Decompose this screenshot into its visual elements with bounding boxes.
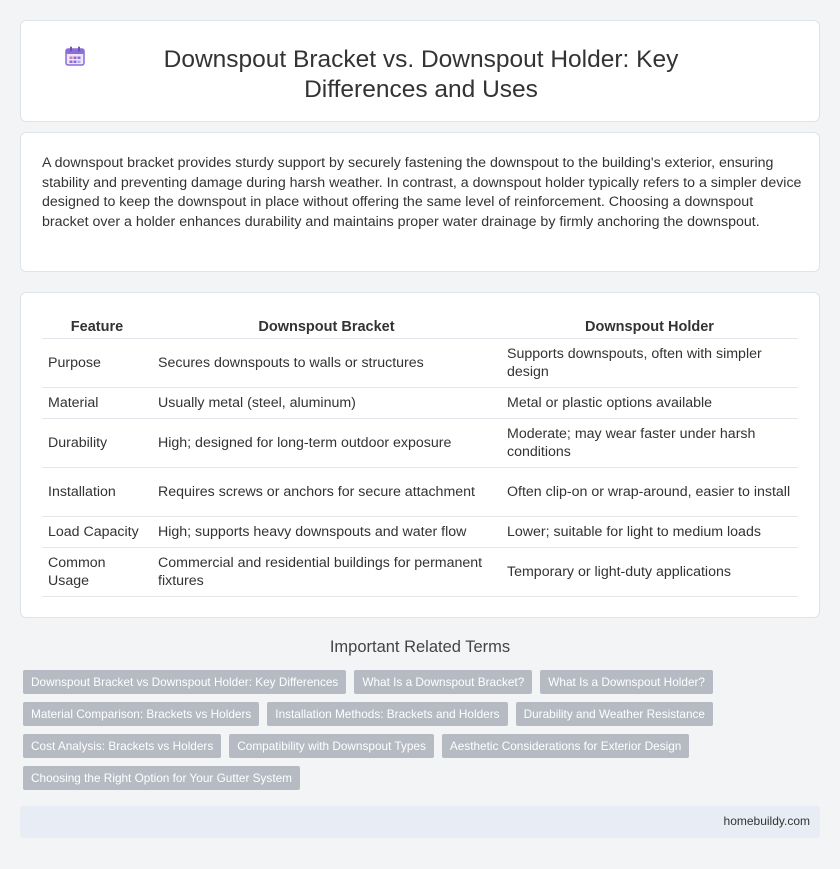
- related-term-tag[interactable]: Choosing the Right Option for Your Gutter System: [23, 766, 300, 790]
- table-cell: Durability: [42, 418, 152, 467]
- table-cell: Commercial and residential buildings for permanent fixtures: [152, 547, 501, 596]
- table-cell: Installation: [42, 467, 152, 516]
- comparison-table: [42, 315, 798, 597]
- table-cell: Material: [42, 387, 152, 418]
- table-row: [42, 338, 798, 387]
- table-cell: Lower; suitable for light to medium loads: [501, 516, 798, 547]
- table-row: [42, 467, 798, 516]
- table-cell: Temporary or light-duty applications: [501, 547, 798, 596]
- related-terms-title: Important Related Terms: [329, 638, 511, 656]
- column-header-bracket: Downspout Bracket: [152, 315, 501, 338]
- table-cell: Often clip-on or wrap-around, easier to install: [501, 467, 798, 516]
- related-term-tag[interactable]: Compatibility with Downspout Types: [229, 734, 434, 758]
- related-term-tag[interactable]: Aesthetic Considerations for Exterior Design: [442, 734, 689, 758]
- intro-paragraph: A downspout bracket provides sturdy support by securely fastening the downspout to the building's exterior, ensuring stability and preventing damage during harsh weather. In contrast, a downspout holder typically refers to a simpler device designed to keep the downspout in place without offering the same level of reinforcement. Choosing a downspout bracket over a holder enhances durability and maintains proper water drainage by firmly anchoring the downspout.: [42, 155, 802, 230]
- intro-card: [20, 132, 820, 272]
- related-term-tag[interactable]: Durability and Weather Resistance: [516, 702, 713, 726]
- table-row: [42, 387, 798, 418]
- related-term-tag[interactable]: Downspout Bracket vs Downspout Holder: Key Differences: [23, 670, 346, 694]
- column-header-holder: Downspout Holder: [501, 315, 798, 338]
- footer: [20, 806, 820, 838]
- table-row: [42, 516, 798, 547]
- related-term-tag[interactable]: Cost Analysis: Brackets vs Holders: [23, 734, 221, 758]
- table-cell: Moderate; may wear faster under harsh conditions: [501, 418, 798, 467]
- table-cell: Metal or plastic options available: [501, 387, 798, 418]
- related-term-tag[interactable]: What Is a Downspout Holder?: [540, 670, 713, 694]
- table-row: [42, 547, 798, 596]
- table-cell: High; designed for long-term outdoor exposure: [152, 418, 501, 467]
- table-cell: Purpose: [42, 338, 152, 387]
- table-cell: Secures downspouts to walls or structures: [152, 338, 501, 387]
- table-row: [42, 418, 798, 467]
- comparison-card: [20, 292, 820, 618]
- table-header-row: [42, 315, 798, 338]
- related-term-tag[interactable]: What Is a Downspout Bracket?: [354, 670, 532, 694]
- table-cell: Load Capacity: [42, 516, 152, 547]
- table-cell: Requires screws or anchors for secure attachment: [152, 467, 501, 516]
- related-term-tag[interactable]: Installation Methods: Brackets and Holders: [267, 702, 507, 726]
- related-term-tag[interactable]: Material Comparison: Brackets vs Holders: [23, 702, 259, 726]
- column-header-feature: Feature: [42, 315, 152, 338]
- related-terms-list: [23, 670, 823, 798]
- header-card: [20, 20, 820, 122]
- table-cell: Usually metal (steel, aluminum): [152, 387, 501, 418]
- footer-site-link[interactable]: homebuildy.com: [723, 814, 810, 828]
- table-cell: Common Usage: [42, 547, 152, 596]
- page-title: Downspout Bracket vs. Downspout Holder: Key Differences and Uses: [163, 46, 679, 103]
- table-cell: Supports downspouts, often with simpler design: [501, 338, 798, 387]
- table-cell: High; supports heavy downspouts and water flow: [152, 516, 501, 547]
